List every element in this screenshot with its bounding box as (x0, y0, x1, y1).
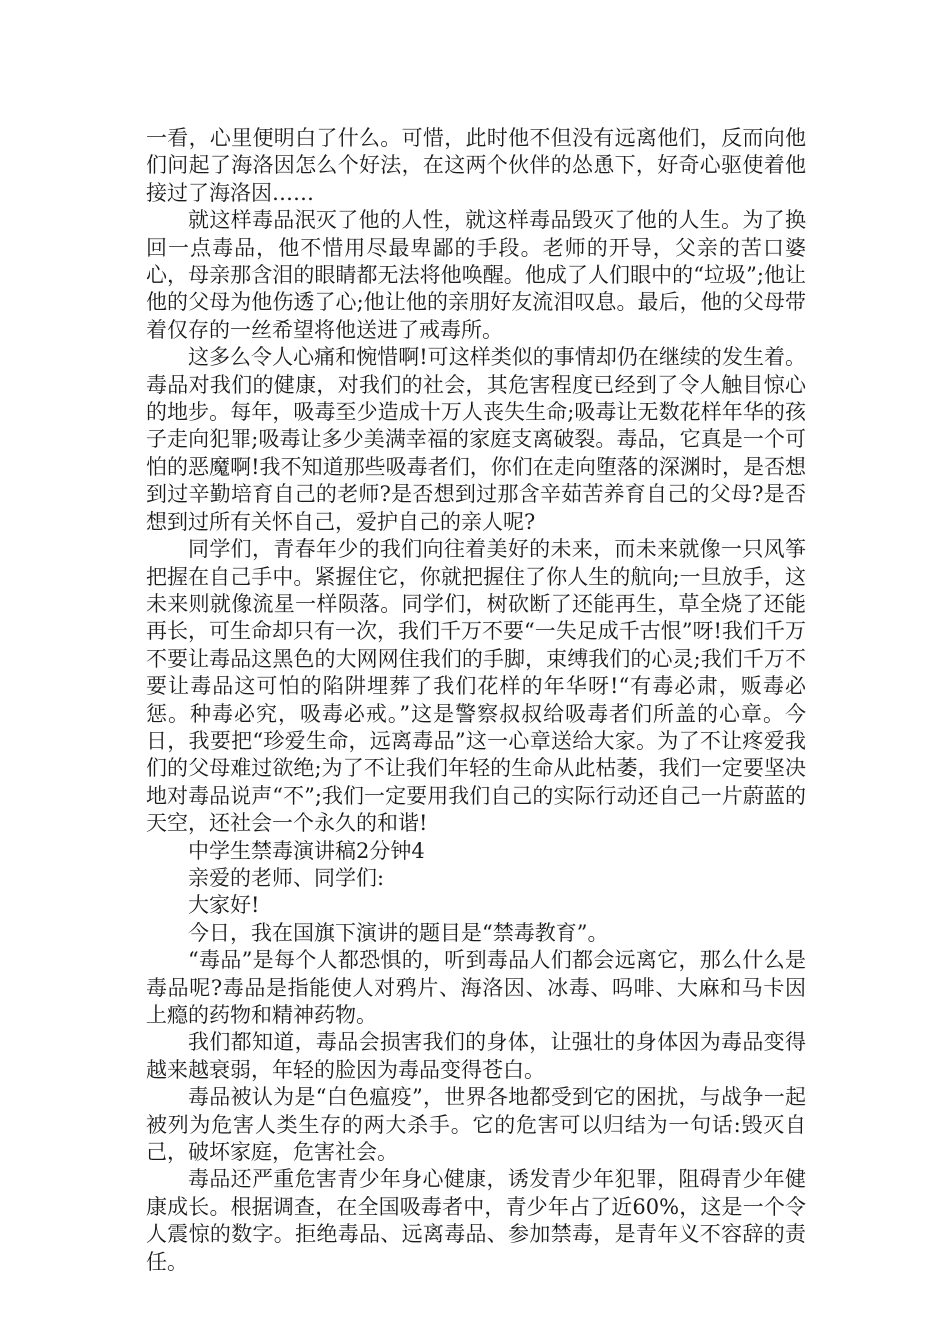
paragraph-harm-body: 我们都知道，毒品会损害我们的身体，让强壮的身体因为毒品变得越来越衰弱，年轻的脸因为毒品变得苍白。 (146, 1030, 806, 1082)
paragraph-3: 这多么令人心痛和惋惜啊!可这样类似的事情却仍在继续的发生着。毒品对我们的健康，对我们的社会，其危害程度已经到了令人触目惊心的地步。每年，吸毒至少造成十万人丧失生命;吸毒让无数花样年华的孩子走向犯罪;吸毒让多少美满幸福的家庭支离破裂。毒品，它真是一个可怕的恶魔啊!我不知道那些吸毒者们，你们在走向堕落的深渊时，是否想到过辛勤培育自己的老师?是否想到过那含辛茹苦养育自己的父母?是否想到过所有关怀自己，爱护自己的亲人呢? (146, 345, 806, 534)
paragraph-definition: “毒品”是每个人都恐惧的，听到毒品人们都会远离它，那么什么是毒品呢?毒品是指能使人对鸦片、海洛因、冰毒、吗啡、大麻和马卡因上瘾的药物和精神药物。 (146, 948, 806, 1027)
paragraph-1: 一看，心里便明白了什么。可惜，此时他不但没有远离他们，反而向他们问起了海洛因怎么个好法，在这两个伙伴的怂恿下，好奇心驱使着他接过了海洛因…… (146, 126, 806, 205)
paragraph-4: 同学们，青春年少的我们向往着美好的未来，而未来就像一只风筝把握在自己手中。紧握住它，你就把握住了你人生的航向;一旦放手，这未来则就像流星一样陨落。同学们，树砍断了还能再生，草全烧了还能再长，可生命却只有一次，我们千万不要“一失足成千古恨”呀!我们千万不要让毒品这黑色的大网网住我们的手脚，束缚我们的心灵;我们千万不要让毒品这可怕的陷阱埋葬了我们花样的年华呀!“有毒必肃，贩毒必惩。种毒必究，吸毒必戒。”这是警察叔叔给吸毒者们所盖的心章。今日，我要把“珍爱生命，远离毒品”这一心章送给大家。为了不让疼爱我们的父母难过欲绝;为了不让我们年轻的生命从此枯萎，我们一定要坚决地对毒品说声“不”;我们一定要用我们自己的实际行动还自己一片蔚蓝的天空，还社会一个永久的和谐! (146, 537, 806, 836)
salutation: 亲爱的老师、同学们: (188, 865, 385, 890)
paragraph-2: 就这样毒品泯灭了他的人性，就这样毒品毁灭了他的人生。为了换回一点毒品，他不惜用尽最卑鄙的手段。老师的开导，父亲的苦口婆心，母亲那含泪的眼睛都无法将他唤醒。他成了人们眼中的“垃圾”;他让他的父母为他伤透了心;他让他的亲朋好友流泪叹息。最后，他的父母带着仅存的一丝希望将他送进了戒毒所。 (146, 208, 806, 342)
greeting: 大家好! (188, 893, 260, 918)
document-page (146, 125, 806, 1276)
section-heading: 中学生禁毒演讲稿2分钟4 (188, 838, 425, 863)
paragraph-topic: 今日，我在国旗下演讲的题目是“禁毒教育”。 (188, 920, 609, 945)
paragraph-youth: 毒品还严重危害青少年身心健康，诱发青少年犯罪，阻碍青少年健康成长。根据调查，在全国吸毒者中，青少年占了近60%，这是一个令人震惊的数字。拒绝毒品、远离毒品、参加禁毒，是青年义不容辞的责任。 (146, 1167, 806, 1274)
paragraph-white-plague: 毒品被认为是“白色瘟疫”，世界各地都受到它的困扰，与战争一起被列为危害人类生存的两大杀手。它的危害可以归结为一句话:毁灭自己，破坏家庭，危害社会。 (146, 1085, 806, 1165)
